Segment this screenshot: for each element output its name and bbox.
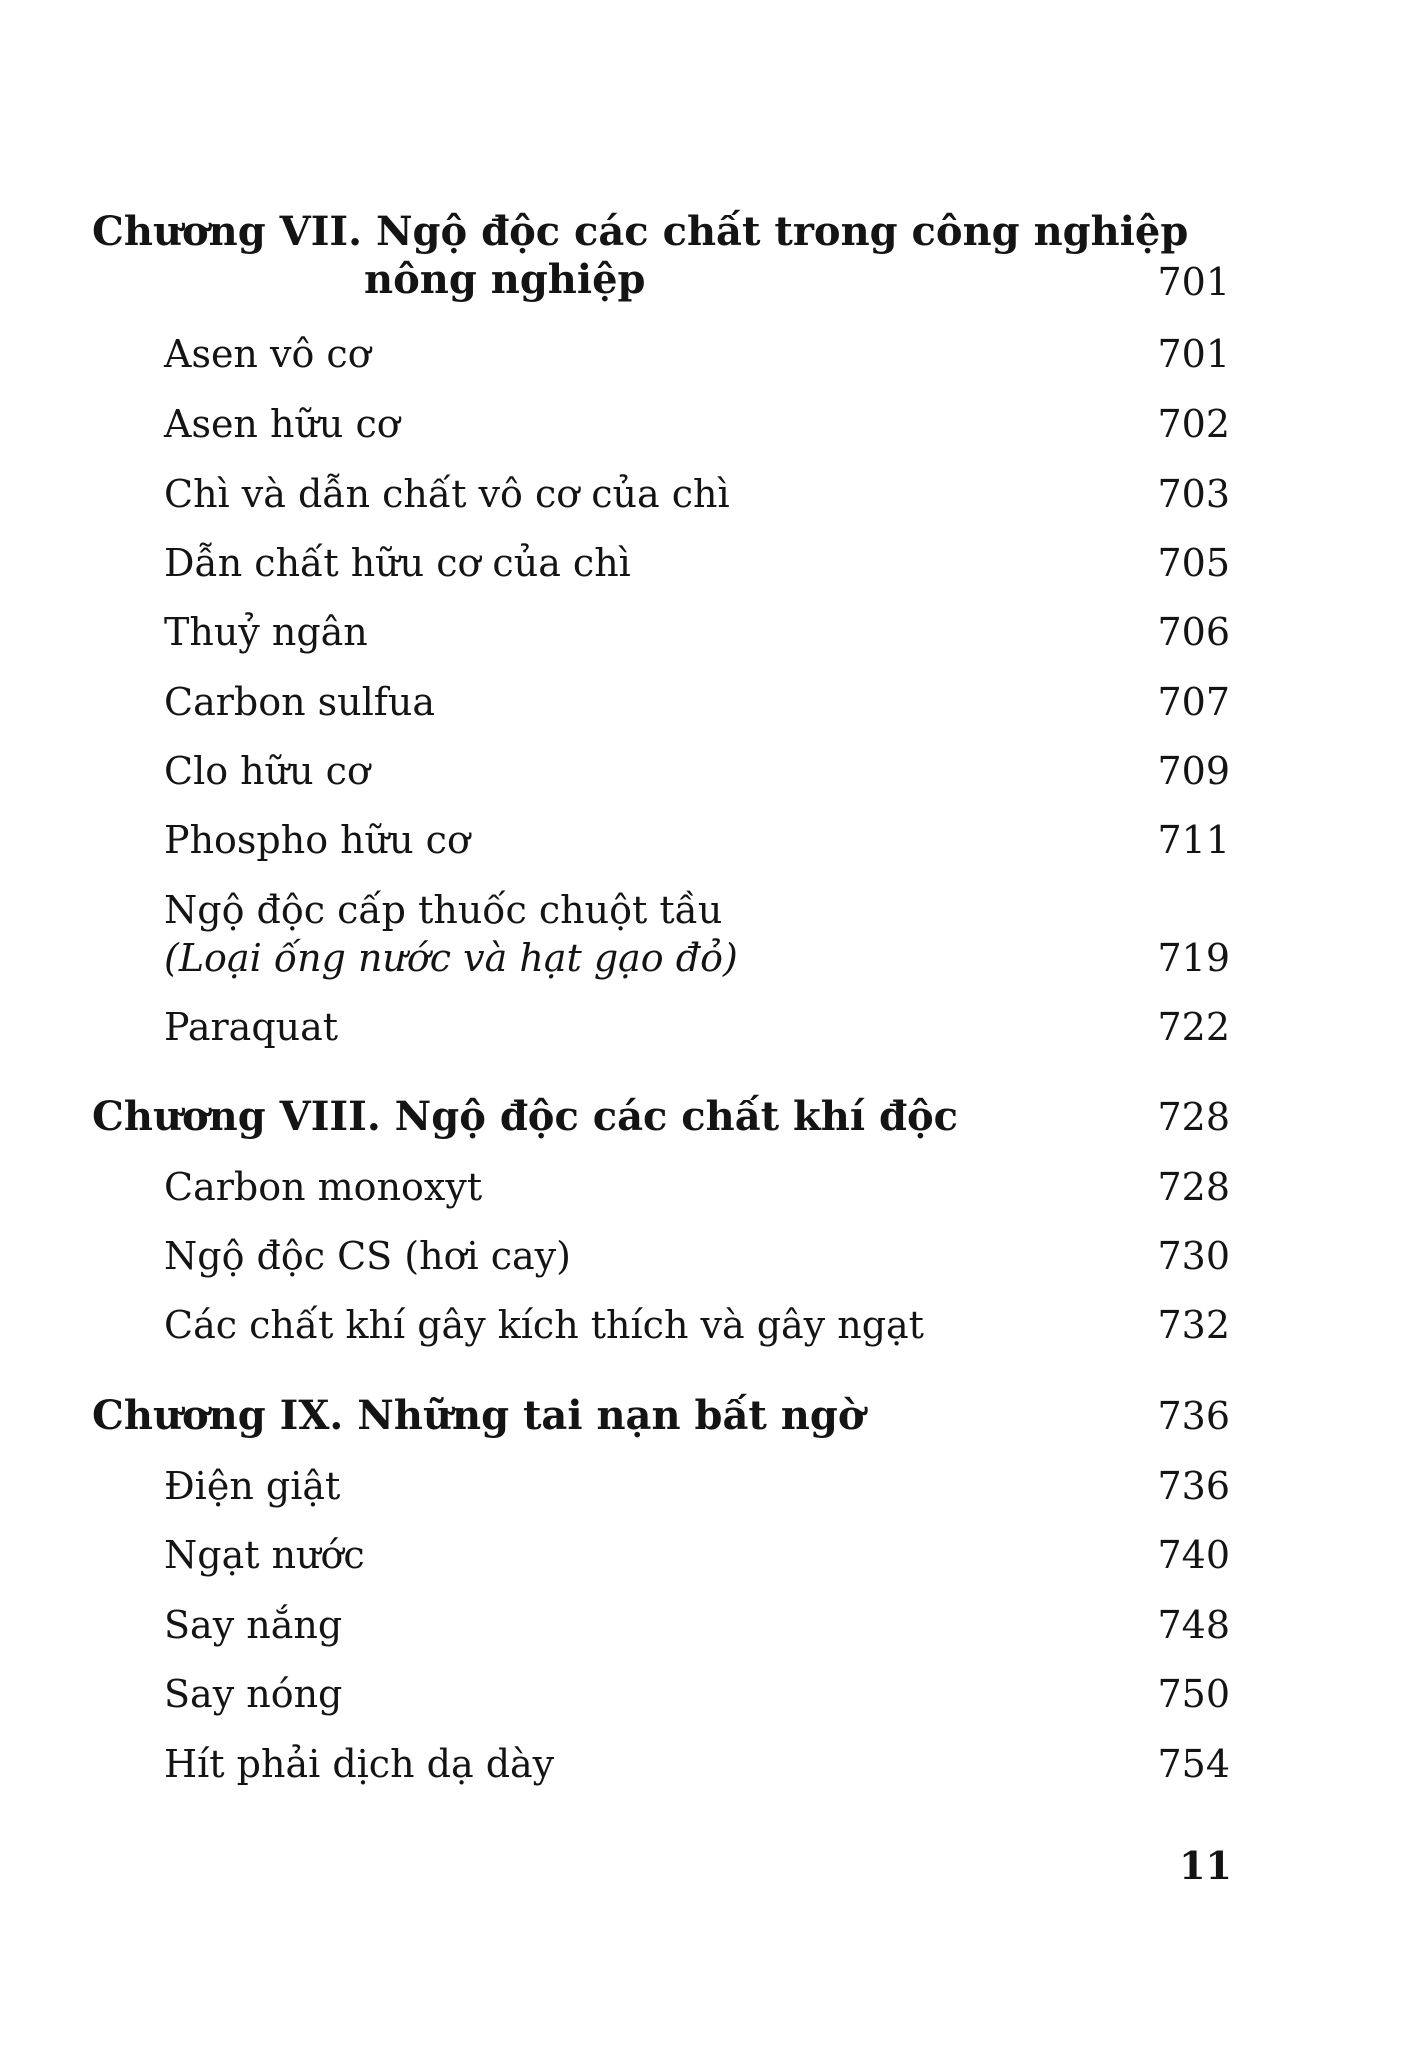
item-title: Hít phải dịch dạ dày <box>164 1742 555 1786</box>
item-title: Ngộ độc CS (hơi cay) <box>164 1234 571 1278</box>
page-number: 730 <box>1157 1234 1230 1278</box>
item-title: Asen hữu cơ <box>164 402 400 446</box>
page-number: 707 <box>1157 680 1230 724</box>
item-title: Say nóng <box>164 1672 343 1716</box>
page-number: 705 <box>1157 541 1230 585</box>
item-title: Carbon monoxyt <box>164 1165 483 1209</box>
item-title: Thuỷ ngân <box>164 610 368 654</box>
page-number: 709 <box>1157 749 1230 793</box>
page-number: 754 <box>1157 1742 1230 1786</box>
page-number: 736 <box>1157 1464 1230 1508</box>
item-title-main: Ngộ độc cấp thuốc chuột tầu <box>164 888 723 932</box>
page-number: 748 <box>1157 1603 1230 1647</box>
item-title: Asen vô cơ <box>164 332 371 376</box>
chapter-title-line1: Chương VII. Ngộ độc các chất trong công nghiệp <box>92 208 1189 255</box>
page-number: 701 <box>1157 260 1230 304</box>
item-title: Carbon sulfua <box>164 680 435 724</box>
item-title: Paraquat <box>164 1005 339 1049</box>
page-number: 728 <box>1157 1165 1230 1209</box>
item-title: Các chất khí gây kích thích và gây ngạt <box>164 1303 924 1347</box>
item-title: Dẫn chất hữu cơ của chì <box>164 541 631 585</box>
item-title: Clo hữu cơ <box>164 749 370 793</box>
chapter-title: Chương VIII. Ngộ độc các chất khí độc <box>92 1093 958 1140</box>
item-title: Ngạt nước <box>164 1533 365 1577</box>
chapter-title-line2: nông nghiệp <box>364 256 646 303</box>
chapter-title: Chương IX. Những tai nạn bất ngờ <box>92 1392 865 1439</box>
page-number: 706 <box>1157 610 1230 654</box>
item-title: Say nắng <box>164 1603 343 1647</box>
page-number: 732 <box>1157 1303 1230 1347</box>
page-number: 722 <box>1157 1005 1230 1049</box>
page-number: 728 <box>1157 1095 1230 1139</box>
page-number: 701 <box>1157 332 1230 376</box>
page-number: 711 <box>1157 818 1230 862</box>
page-number: 719 <box>1157 936 1230 980</box>
page-number: 740 <box>1157 1533 1230 1577</box>
item-title: Chì và dẫn chất vô cơ của chì <box>164 472 730 516</box>
page-number: 736 <box>1157 1394 1230 1438</box>
page-number: 702 <box>1157 402 1230 446</box>
item-title: Điện giật <box>164 1464 341 1508</box>
page-folio: 11 <box>1179 1843 1232 1888</box>
item-title: Phospho hữu cơ <box>164 818 470 862</box>
item-title-sub: (Loại ống nước và hạt gạo đỏ) <box>164 936 738 980</box>
chapter-title <box>92 208 1188 304</box>
page-number: 703 <box>1157 472 1230 516</box>
item-title <box>164 886 738 982</box>
page-number: 750 <box>1157 1672 1230 1716</box>
